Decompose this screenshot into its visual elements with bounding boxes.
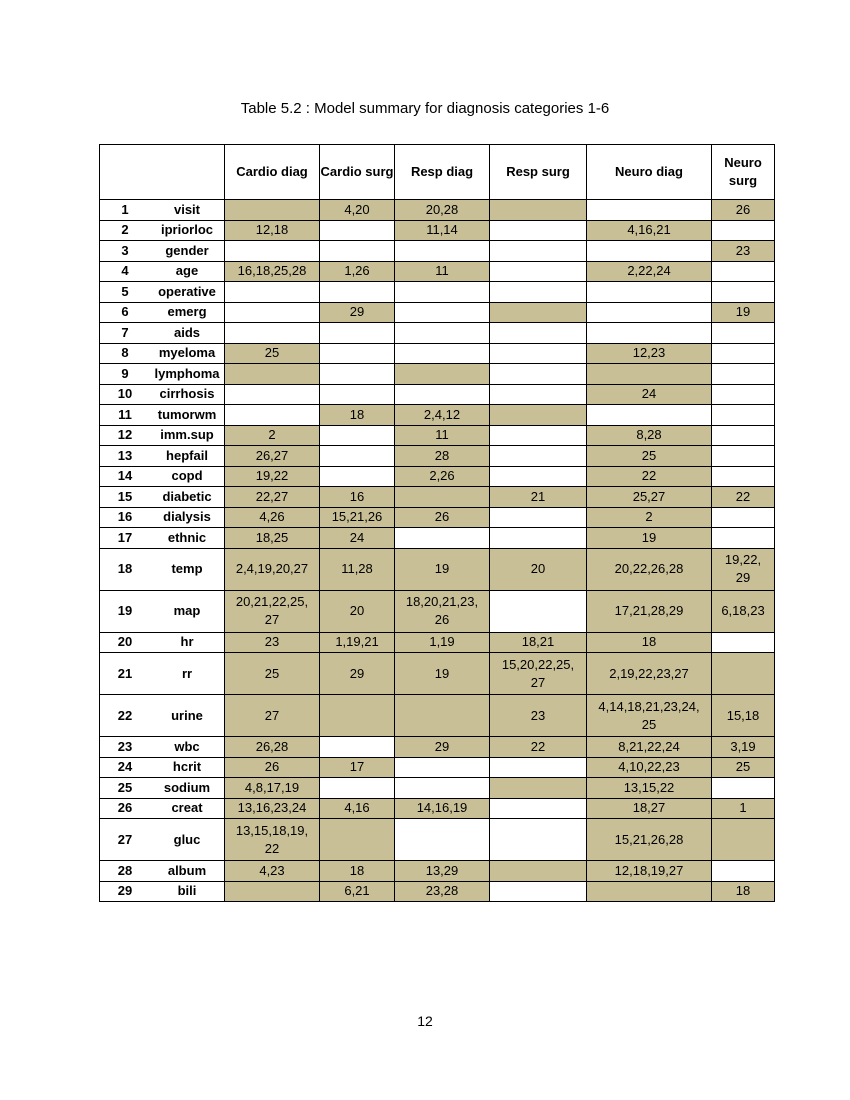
table-cell: 22 xyxy=(490,737,587,758)
row-variable: operative xyxy=(150,282,225,303)
row-variable: emerg xyxy=(150,302,225,323)
table-cell: 16 xyxy=(320,487,395,508)
col-header-resp-diag: Resp diag xyxy=(395,145,490,200)
row-number: 29 xyxy=(100,881,151,902)
table-cell: 29 xyxy=(320,653,395,695)
table-cell xyxy=(490,466,587,487)
table-cell: 13,15,18,19, 22 xyxy=(225,819,320,861)
table-row xyxy=(100,466,775,487)
table-cell xyxy=(587,200,712,221)
table-cell xyxy=(712,778,775,799)
table-cell: 19,22 xyxy=(225,466,320,487)
table-row xyxy=(100,819,775,861)
table-row xyxy=(100,590,775,632)
row-number: 4 xyxy=(100,261,151,282)
table-cell: 29 xyxy=(320,302,395,323)
table-cell: 1 xyxy=(712,798,775,819)
row-number: 12 xyxy=(100,425,151,446)
table-cell: 25 xyxy=(225,653,320,695)
table-cell: 28 xyxy=(395,446,490,467)
row-number: 22 xyxy=(100,695,151,737)
row-variable: map xyxy=(150,590,225,632)
table-cell: 2 xyxy=(225,425,320,446)
row-variable: temp xyxy=(150,548,225,590)
table-cell xyxy=(490,405,587,426)
table-cell: 19 xyxy=(712,302,775,323)
row-number: 7 xyxy=(100,323,151,344)
table-cell xyxy=(490,778,587,799)
table-cell: 13,29 xyxy=(395,861,490,882)
table-cell xyxy=(320,241,395,262)
row-variable: hr xyxy=(150,632,225,653)
col-header-resp-surg: Resp surg xyxy=(490,145,587,200)
table-cell xyxy=(395,241,490,262)
table-cell xyxy=(712,384,775,405)
table-cell xyxy=(587,282,712,303)
table-cell xyxy=(712,632,775,653)
table-row xyxy=(100,632,775,653)
table-row xyxy=(100,446,775,467)
table-cell xyxy=(320,466,395,487)
table-cell: 20,28 xyxy=(395,200,490,221)
table-cell: 1,19 xyxy=(395,632,490,653)
table-cell xyxy=(225,282,320,303)
table-cell: 11,28 xyxy=(320,548,395,590)
row-variable: lymphoma xyxy=(150,364,225,385)
table-cell: 14,16,19 xyxy=(395,798,490,819)
table-row xyxy=(100,778,775,799)
col-header-neuro-surg: Neuro surg xyxy=(712,145,775,200)
table-cell xyxy=(712,282,775,303)
row-number: 21 xyxy=(100,653,151,695)
table-cell: 13,15,22 xyxy=(587,778,712,799)
col-header-cardio-diag: Cardio diag xyxy=(225,145,320,200)
table-cell xyxy=(490,798,587,819)
table-cell xyxy=(395,384,490,405)
table-cell: 23 xyxy=(490,695,587,737)
table-cell: 24 xyxy=(320,528,395,549)
table-cell: 2,19,22,23,27 xyxy=(587,653,712,695)
row-number: 28 xyxy=(100,861,151,882)
row-number: 10 xyxy=(100,384,151,405)
row-number: 3 xyxy=(100,241,151,262)
table-cell: 3,19 xyxy=(712,737,775,758)
table-cell xyxy=(712,425,775,446)
table-cell: 22 xyxy=(712,487,775,508)
row-variable: sodium xyxy=(150,778,225,799)
table-cell xyxy=(320,220,395,241)
table-cell: 15,21,26,28 xyxy=(587,819,712,861)
table-cell: 22 xyxy=(587,466,712,487)
table-cell xyxy=(712,446,775,467)
row-number: 17 xyxy=(100,528,151,549)
row-variable: aids xyxy=(150,323,225,344)
table-cell xyxy=(395,695,490,737)
row-variable: ipriorloc xyxy=(150,220,225,241)
col-header-neuro-diag: Neuro diag xyxy=(587,145,712,200)
row-number: 19 xyxy=(100,590,151,632)
table-cell: 8,21,22,24 xyxy=(587,737,712,758)
table-cell xyxy=(395,364,490,385)
table-cell: 20 xyxy=(320,590,395,632)
table-cell: 18,20,21,23, 26 xyxy=(395,590,490,632)
table-cell: 23 xyxy=(712,241,775,262)
row-number: 11 xyxy=(100,405,151,426)
table-row xyxy=(100,507,775,528)
row-number: 2 xyxy=(100,220,151,241)
row-number: 24 xyxy=(100,757,151,778)
table-row xyxy=(100,548,775,590)
table-cell xyxy=(320,819,395,861)
table-row xyxy=(100,757,775,778)
table-cell xyxy=(395,757,490,778)
row-number: 25 xyxy=(100,778,151,799)
table-cell xyxy=(395,819,490,861)
table-cell xyxy=(490,323,587,344)
table-cell: 4,14,18,21,23,24, 25 xyxy=(587,695,712,737)
table-cell xyxy=(490,384,587,405)
row-number: 26 xyxy=(100,798,151,819)
table-cell xyxy=(712,220,775,241)
table-cell: 4,20 xyxy=(320,200,395,221)
table-cell: 2,22,24 xyxy=(587,261,712,282)
table-cell: 24 xyxy=(587,384,712,405)
row-number: 27 xyxy=(100,819,151,861)
table-cell xyxy=(395,282,490,303)
table-cell: 20,22,26,28 xyxy=(587,548,712,590)
table-cell xyxy=(225,384,320,405)
table-cell: 26 xyxy=(225,757,320,778)
table-cell xyxy=(490,343,587,364)
table-row xyxy=(100,364,775,385)
row-number: 1 xyxy=(100,200,151,221)
table-cell: 19 xyxy=(587,528,712,549)
table-cell xyxy=(490,881,587,902)
table-cell xyxy=(225,241,320,262)
table-cell: 12,18,19,27 xyxy=(587,861,712,882)
table-row xyxy=(100,405,775,426)
table-cell: 2,26 xyxy=(395,466,490,487)
table-cell: 29 xyxy=(395,737,490,758)
table-cell: 1,19,21 xyxy=(320,632,395,653)
table-cell xyxy=(490,282,587,303)
table-cell: 25,27 xyxy=(587,487,712,508)
table-cell xyxy=(395,778,490,799)
table-cell: 26,28 xyxy=(225,737,320,758)
table-cell xyxy=(320,446,395,467)
table-row xyxy=(100,737,775,758)
table-cell: 22,27 xyxy=(225,487,320,508)
table-cell xyxy=(490,241,587,262)
table-cell xyxy=(320,695,395,737)
table-cell xyxy=(587,405,712,426)
table-cell xyxy=(712,343,775,364)
table-row xyxy=(100,241,775,262)
row-variable: rr xyxy=(150,653,225,695)
table-cell: 18 xyxy=(320,405,395,426)
table-cell: 17 xyxy=(320,757,395,778)
table-cell: 4,23 xyxy=(225,861,320,882)
header-corner xyxy=(100,145,225,200)
table-cell: 12,18 xyxy=(225,220,320,241)
table-cell xyxy=(395,528,490,549)
table-cell: 2,4,19,20,27 xyxy=(225,548,320,590)
row-variable: gluc xyxy=(150,819,225,861)
row-number: 13 xyxy=(100,446,151,467)
table-cell xyxy=(587,302,712,323)
table-cell xyxy=(320,282,395,303)
table-row xyxy=(100,861,775,882)
table-row xyxy=(100,528,775,549)
table-cell xyxy=(395,487,490,508)
table-cell xyxy=(320,778,395,799)
header-row xyxy=(100,145,775,200)
table-cell xyxy=(225,323,320,344)
table-cell xyxy=(395,323,490,344)
row-variable: dialysis xyxy=(150,507,225,528)
row-number: 5 xyxy=(100,282,151,303)
table-cell: 27 xyxy=(225,695,320,737)
row-variable: gender xyxy=(150,241,225,262)
row-variable: myeloma xyxy=(150,343,225,364)
table-cell xyxy=(490,364,587,385)
table-cell: 16,18,25,28 xyxy=(225,261,320,282)
table-cell xyxy=(490,302,587,323)
table-row xyxy=(100,425,775,446)
table-cell: 18 xyxy=(712,881,775,902)
table-cell: 4,26 xyxy=(225,507,320,528)
row-variable: diabetic xyxy=(150,487,225,508)
table-cell xyxy=(320,737,395,758)
table-cell xyxy=(225,302,320,323)
row-variable: cirrhosis xyxy=(150,384,225,405)
row-number: 14 xyxy=(100,466,151,487)
table-row xyxy=(100,282,775,303)
table-row xyxy=(100,261,775,282)
table-row xyxy=(100,798,775,819)
row-variable: visit xyxy=(150,200,225,221)
table-cell xyxy=(490,220,587,241)
table-cell xyxy=(712,323,775,344)
row-variable: hepfail xyxy=(150,446,225,467)
table-cell: 18 xyxy=(320,861,395,882)
table-cell: 2,4,12 xyxy=(395,405,490,426)
table-cell: 4,10,22,23 xyxy=(587,757,712,778)
table-cell: 23,28 xyxy=(395,881,490,902)
model-summary-table xyxy=(99,144,775,902)
table-cell xyxy=(395,302,490,323)
table-cell xyxy=(490,590,587,632)
table-cell: 6,18,23 xyxy=(712,590,775,632)
table-cell xyxy=(712,528,775,549)
table-cell: 25 xyxy=(712,757,775,778)
table-row xyxy=(100,343,775,364)
page-number: 12 xyxy=(417,1013,433,1029)
table-cell xyxy=(490,528,587,549)
table-cell xyxy=(225,405,320,426)
table-cell xyxy=(587,364,712,385)
col-header-cardio-surg: Cardio surg xyxy=(320,145,395,200)
table-cell xyxy=(490,819,587,861)
table-cell xyxy=(320,364,395,385)
table-cell xyxy=(490,861,587,882)
table-cell: 17,21,28,29 xyxy=(587,590,712,632)
table-row xyxy=(100,487,775,508)
table-cell xyxy=(712,364,775,385)
table-cell: 12,23 xyxy=(587,343,712,364)
table-cell xyxy=(712,466,775,487)
row-variable: age xyxy=(150,261,225,282)
table-cell: 26,27 xyxy=(225,446,320,467)
table-cell xyxy=(490,446,587,467)
table-row xyxy=(100,323,775,344)
table-cell: 15,20,22,25, 27 xyxy=(490,653,587,695)
table-cell: 19 xyxy=(395,653,490,695)
table-cell: 20,21,22,25, 27 xyxy=(225,590,320,632)
row-number: 16 xyxy=(100,507,151,528)
table-cell: 18,27 xyxy=(587,798,712,819)
table-cell xyxy=(712,261,775,282)
table-cell: 18,21 xyxy=(490,632,587,653)
table-cell: 11,14 xyxy=(395,220,490,241)
table-cell: 18 xyxy=(587,632,712,653)
table-cell: 11 xyxy=(395,425,490,446)
table-cell xyxy=(587,323,712,344)
table-cell: 19,22, 29 xyxy=(712,548,775,590)
table-cell xyxy=(490,261,587,282)
row-number: 23 xyxy=(100,737,151,758)
row-variable: ethnic xyxy=(150,528,225,549)
table-cell xyxy=(320,323,395,344)
table-cell xyxy=(320,425,395,446)
table-cell: 25 xyxy=(225,343,320,364)
row-variable: bili xyxy=(150,881,225,902)
row-variable: hcrit xyxy=(150,757,225,778)
table-cell: 18,25 xyxy=(225,528,320,549)
table-cell: 8,28 xyxy=(587,425,712,446)
table-cell xyxy=(490,507,587,528)
table-row xyxy=(100,200,775,221)
row-number: 20 xyxy=(100,632,151,653)
row-variable: wbc xyxy=(150,737,225,758)
row-variable: album xyxy=(150,861,225,882)
table-cell xyxy=(712,861,775,882)
table-cell xyxy=(225,200,320,221)
table-cell: 25 xyxy=(587,446,712,467)
table-cell: 2 xyxy=(587,507,712,528)
table-row xyxy=(100,384,775,405)
table-cell: 6,21 xyxy=(320,881,395,902)
table-row xyxy=(100,881,775,902)
table-cell xyxy=(320,343,395,364)
row-variable: urine xyxy=(150,695,225,737)
table-cell: 19 xyxy=(395,548,490,590)
table-cell xyxy=(712,653,775,695)
table-cell xyxy=(587,241,712,262)
table-cell: 4,8,17,19 xyxy=(225,778,320,799)
row-variable: tumorwm xyxy=(150,405,225,426)
table-cell: 20 xyxy=(490,548,587,590)
table-cell xyxy=(490,757,587,778)
table-caption: Table 5.2 : Model summary for diagnosis categories 1-6 xyxy=(240,100,610,117)
row-number: 18 xyxy=(100,548,151,590)
table-cell: 11 xyxy=(395,261,490,282)
table-cell xyxy=(587,881,712,902)
table-row xyxy=(100,220,775,241)
table-cell xyxy=(225,364,320,385)
row-number: 6 xyxy=(100,302,151,323)
table-cell: 15,21,26 xyxy=(320,507,395,528)
table-row xyxy=(100,653,775,695)
table-cell: 4,16,21 xyxy=(587,220,712,241)
table-cell xyxy=(490,425,587,446)
row-variable: creat xyxy=(150,798,225,819)
row-number: 8 xyxy=(100,343,151,364)
table-row xyxy=(100,695,775,737)
table-cell: 26 xyxy=(712,200,775,221)
row-number: 15 xyxy=(100,487,151,508)
table-cell xyxy=(712,405,775,426)
table-cell xyxy=(712,507,775,528)
table-cell: 21 xyxy=(490,487,587,508)
table-cell: 15,18 xyxy=(712,695,775,737)
table-cell: 1,26 xyxy=(320,261,395,282)
row-variable: imm.sup xyxy=(150,425,225,446)
table-cell: 13,16,23,24 xyxy=(225,798,320,819)
table-cell: 26 xyxy=(395,507,490,528)
table-cell xyxy=(225,881,320,902)
table-cell: 23 xyxy=(225,632,320,653)
table-row xyxy=(100,302,775,323)
table-cell xyxy=(490,200,587,221)
row-number: 9 xyxy=(100,364,151,385)
table-cell xyxy=(712,819,775,861)
table-cell: 4,16 xyxy=(320,798,395,819)
row-variable: copd xyxy=(150,466,225,487)
table-cell xyxy=(395,343,490,364)
table-cell xyxy=(320,384,395,405)
